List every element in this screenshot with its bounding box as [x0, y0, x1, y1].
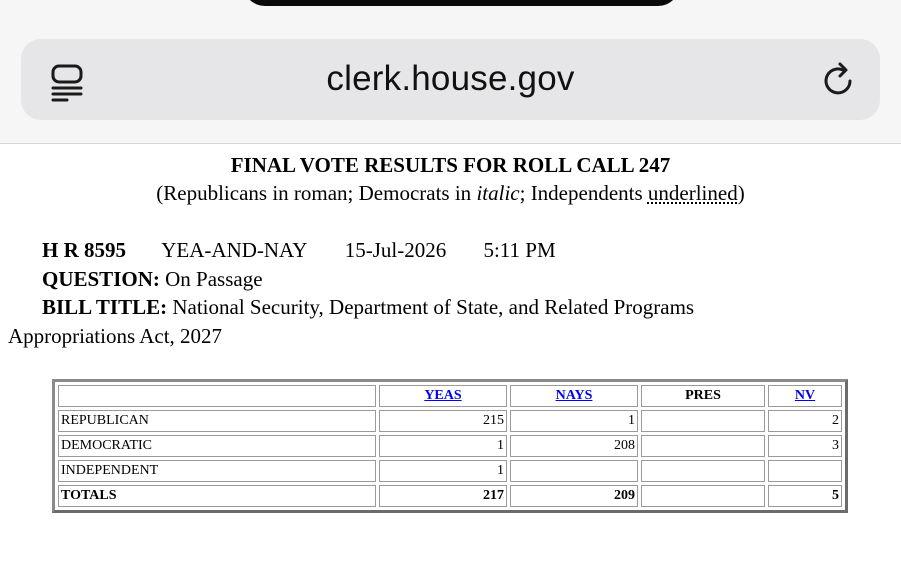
yeas-cell: 217 [379, 485, 507, 507]
nv-cell: 3 [768, 435, 842, 457]
question-label: QUESTION: [42, 267, 160, 291]
pres-cell [641, 485, 765, 507]
party-cell: INDEPENDENT [58, 460, 376, 482]
page-title: FINAL VOTE RESULTS FOR ROLL CALL 247 [230, 153, 671, 177]
table-row [58, 460, 842, 482]
nays-link[interactable]: NAYS [555, 388, 593, 403]
bill-number: H R 8595 [42, 238, 126, 262]
reload-icon[interactable] [819, 59, 859, 103]
vote-time: 5:11 PM [483, 238, 556, 262]
party-cell: DEMOCRATIC [58, 435, 376, 457]
vote-type: YEA-AND-NAY [161, 238, 308, 262]
url-text[interactable]: clerk.house.gov [326, 59, 575, 98]
bill-title-text: National Security, Department of State, and Related Programs [172, 295, 695, 319]
yeas-link[interactable]: YEAS [424, 388, 462, 403]
nv-link[interactable]: NV [794, 388, 816, 403]
subtitle-text-2: ; Independents [519, 181, 648, 205]
party-cell: REPUBLICAN [58, 410, 376, 432]
nays-cell [510, 460, 638, 482]
bill-title-label: BILL TITLE: [42, 295, 168, 319]
page-content [0, 143, 901, 566]
header-party [58, 385, 376, 407]
vote-header-line [42, 238, 556, 263]
header-nays [510, 385, 638, 407]
address-bar[interactable] [21, 39, 880, 120]
subtitle-text-1: (Republicans in roman; Democrats in [156, 181, 477, 205]
question-line [42, 267, 263, 292]
party-cell: TOTALS [58, 485, 376, 507]
vote-totals-table [52, 379, 848, 513]
page-subtitle [0, 181, 901, 206]
question-text: On Passage [165, 267, 263, 291]
header-pres: PRES [641, 385, 765, 407]
nays-cell: 209 [510, 485, 638, 507]
totals-row [58, 485, 842, 507]
bill-title-continuation: Appropriations Act, 2027 [8, 324, 223, 348]
subtitle-underlined: underlined [647, 181, 738, 205]
table-row [58, 435, 842, 457]
bill-title-line [42, 295, 694, 320]
header-nv [768, 385, 842, 407]
nv-cell [768, 460, 842, 482]
pres-cell [641, 460, 765, 482]
nv-cell: 2 [768, 410, 842, 432]
pres-cell [641, 410, 765, 432]
vote-date: 15-Jul-2026 [344, 238, 447, 262]
subtitle-text-3: ) [737, 181, 745, 205]
header-yeas [379, 385, 507, 407]
table-header-row [58, 385, 842, 407]
table-row [58, 410, 842, 432]
browser-chrome [0, 0, 901, 144]
nays-cell: 208 [510, 435, 638, 457]
device-notch [243, 0, 680, 6]
yeas-cell: 1 [379, 460, 507, 482]
subtitle-italic: italic [476, 181, 520, 205]
pres-cell [641, 435, 765, 457]
nv-cell: 5 [768, 485, 842, 507]
yeas-cell: 1 [379, 435, 507, 457]
yeas-cell: 215 [379, 410, 507, 432]
nays-cell: 1 [510, 410, 638, 432]
